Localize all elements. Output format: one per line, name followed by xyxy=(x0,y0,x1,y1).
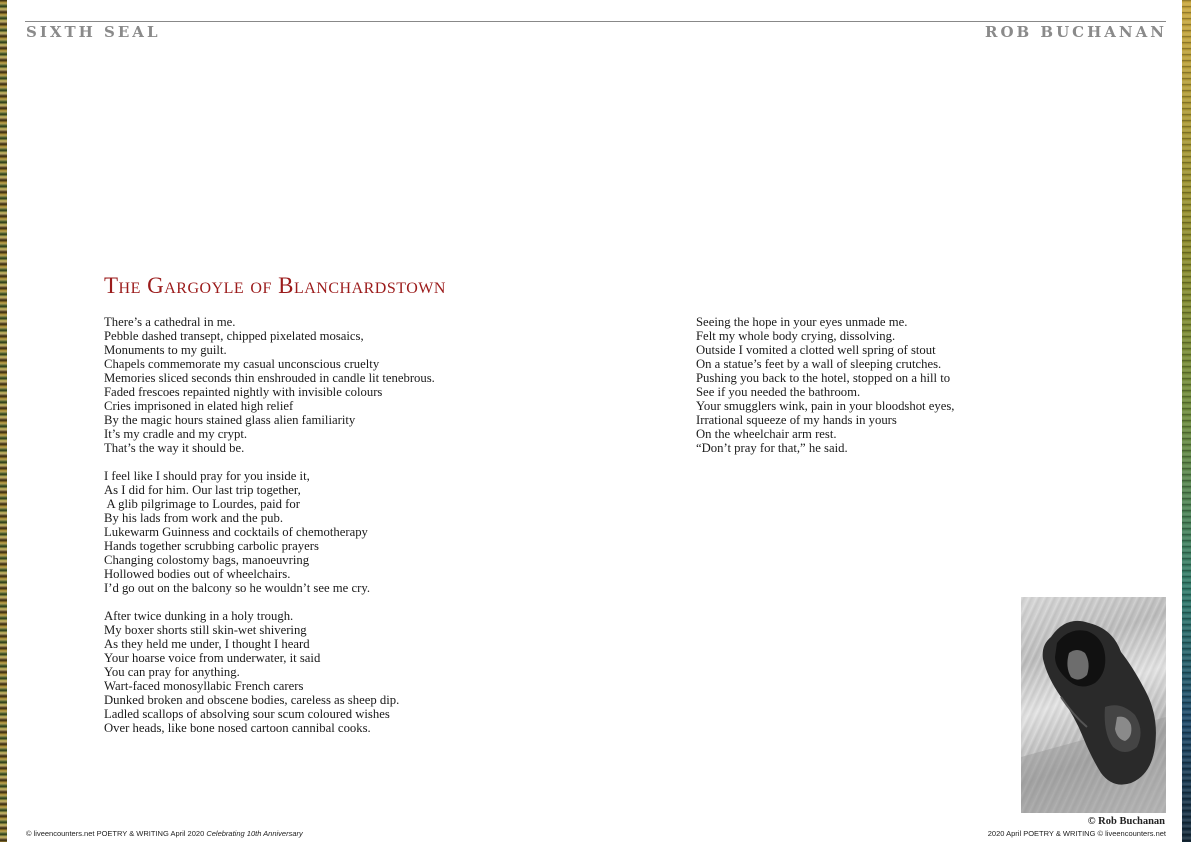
author-name: ROB BUCHANAN xyxy=(984,23,1167,41)
gargoyle-photo xyxy=(1021,597,1166,813)
footer-right: 2020 April POETRY & WRITING © liveencounters.net xyxy=(987,829,1166,838)
stanza-2 xyxy=(104,469,435,595)
poem-line: After twice dunking in a holy trough. xyxy=(104,609,294,623)
poem-line: Chapels commemorate my casual unconscious cruelty xyxy=(104,357,380,371)
poem-line: “Don’t pray for that,” he said. xyxy=(696,441,848,455)
poem-line: Hollowed bodies out of wheelchairs. xyxy=(104,567,291,581)
poem-line: That’s the way it should be. xyxy=(104,441,245,455)
header-rule xyxy=(25,21,1166,22)
poem-line: Pushing you back to the hotel, stopped on a hill to xyxy=(696,371,951,385)
poem-column-right xyxy=(696,315,954,455)
poem-line: It’s my cradle and my crypt. xyxy=(104,427,248,441)
poem-line: As they held me under, I thought I heard xyxy=(104,637,310,651)
poem-line: Wart-faced monosyllabic French carers xyxy=(104,679,304,693)
poem-line: You can pray for anything. xyxy=(104,665,240,679)
poem-line: Outside I vomited a clotted well spring of stout xyxy=(696,343,936,357)
footer-anniversary-text: Celebrating 10th Anniversary xyxy=(206,829,303,838)
poem-line: There’s a cathedral in me. xyxy=(104,315,236,329)
poem-line: Seeing the hope in your eyes unmade me. xyxy=(696,315,908,329)
footer-left xyxy=(26,829,303,838)
photo-credit: © Rob Buchanan xyxy=(1087,816,1165,827)
poem-line: See if you needed the bathroom. xyxy=(696,385,861,399)
poem-line: Your hoarse voice from underwater, it said xyxy=(104,651,321,665)
stanza-3 xyxy=(104,609,435,735)
poem-line: A glib pilgrimage to Lourdes, paid for xyxy=(104,497,300,511)
stanza-1 xyxy=(104,315,435,455)
poem-line: By the magic hours stained glass alien familiarity xyxy=(104,413,356,427)
poem-line: By his lads from work and the pub. xyxy=(104,511,284,525)
poem-line: Changing colostomy bags, manoeuvring xyxy=(104,553,310,567)
poem-line: Hands together scrubbing carbolic prayers xyxy=(104,539,319,553)
poem-line: Over heads, like bone nosed cartoon cannibal cooks. xyxy=(104,721,371,735)
section-title: SIXTH SEAL xyxy=(26,23,161,41)
poem-line: Pebble dashed transept, chipped pixelated mosaics, xyxy=(104,329,364,343)
poem-line: Irrational squeeze of my hands in yours xyxy=(696,413,897,427)
poem-line: Your smugglers wink, pain in your bloodshot eyes, xyxy=(696,399,955,413)
decorative-border-left xyxy=(0,0,7,842)
footer-left-text: © liveencounters.net POETRY & WRITING April 2020 xyxy=(26,829,207,838)
poem-line: Lukewarm Guinness and cocktails of chemotherapy xyxy=(104,525,368,539)
poem-line: Monuments to my guilt. xyxy=(104,343,227,357)
poem-line: As I did for him. Our last trip together, xyxy=(104,483,301,497)
gargoyle-illustration xyxy=(1021,597,1166,813)
poem-line: Dunked broken and obscene bodies, careless as sheep dip. xyxy=(104,693,400,707)
poem-line: Faded frescoes repainted nightly with invisible colours xyxy=(104,385,383,399)
decorative-border-right xyxy=(1182,0,1191,842)
poem-line: I feel like I should pray for you inside it, xyxy=(104,469,310,483)
poem-line: Ladled scallops of absolving sour scum coloured wishes xyxy=(104,707,390,721)
poem-line: Felt my whole body crying, dissolving. xyxy=(696,329,896,343)
poem-line: My boxer shorts still skin-wet shivering xyxy=(104,623,307,637)
poem-line: Cries imprisoned in elated high relief xyxy=(104,399,294,413)
poem-line: On a statue’s feet by a wall of sleeping crutches. xyxy=(696,357,942,371)
poem-title: The Gargoyle of Blanchardstown xyxy=(104,273,446,298)
poem-line: Memories sliced seconds thin enshrouded in candle lit tenebrous. xyxy=(104,371,435,385)
poem-line: I’d go out on the balcony so he wouldn’t see me cry. xyxy=(104,581,371,595)
poem-line: On the wheelchair arm rest. xyxy=(696,427,837,441)
poem-column-left xyxy=(104,315,435,749)
